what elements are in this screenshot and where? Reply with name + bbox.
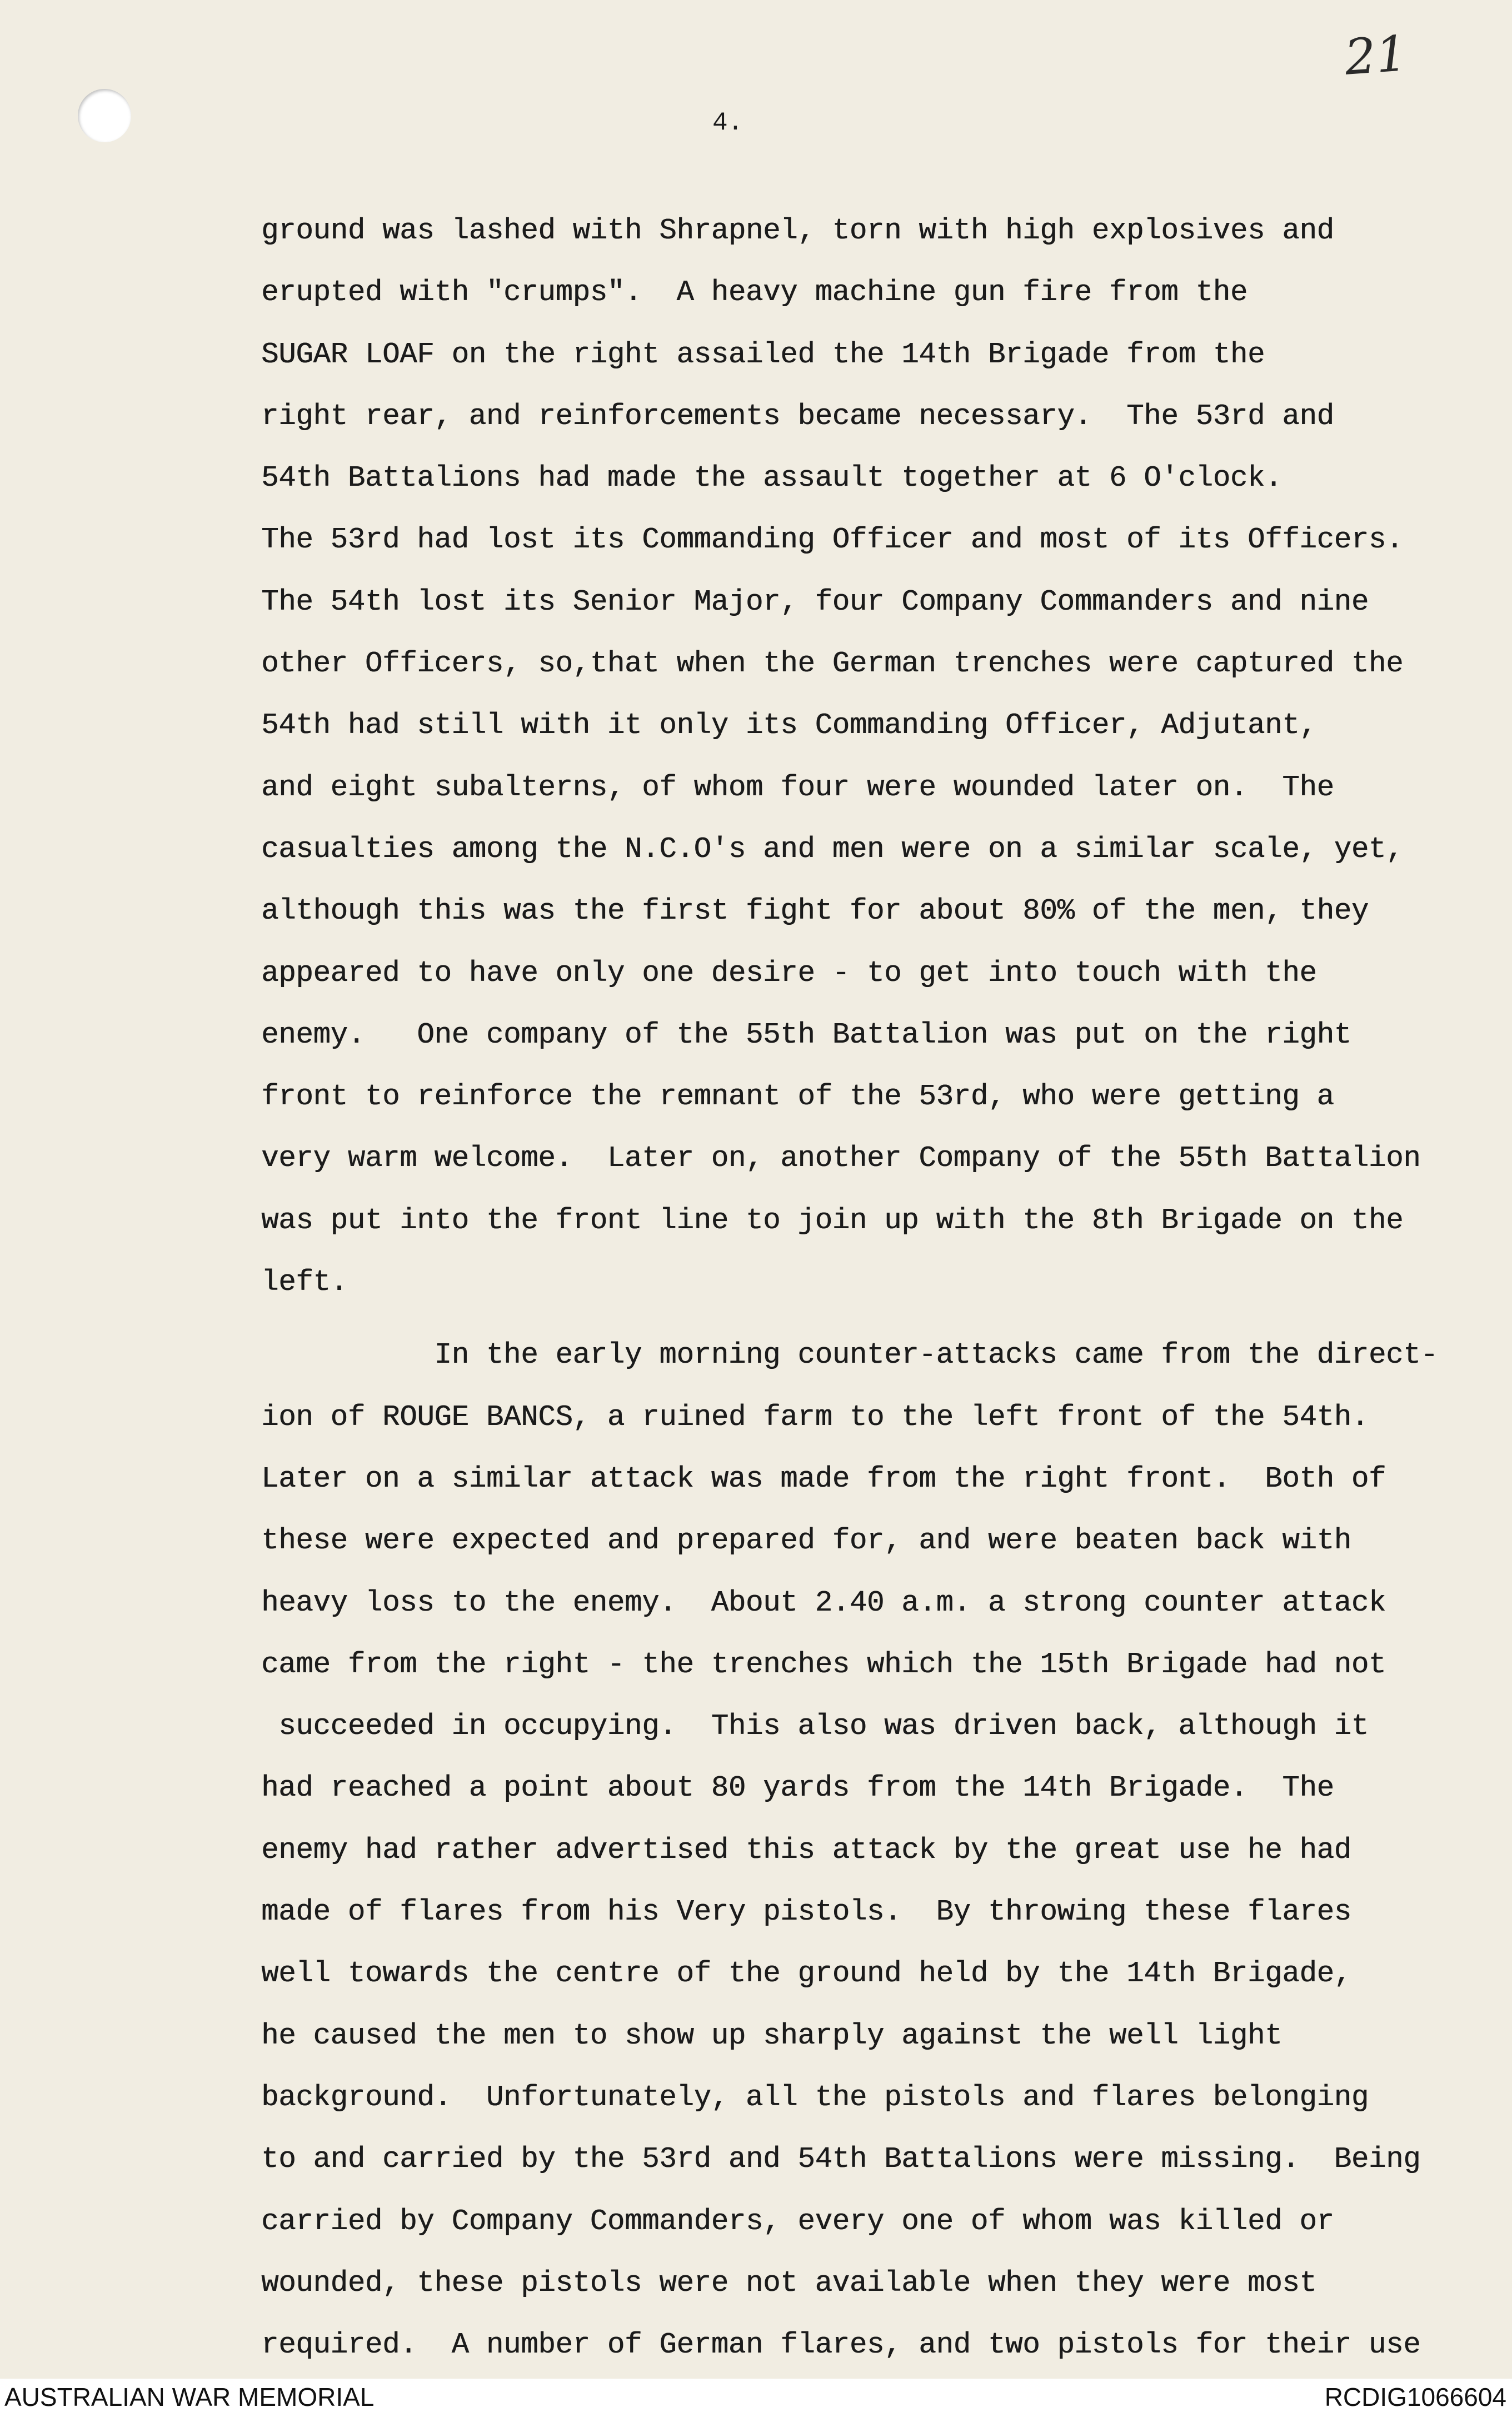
text-line: heavy loss to the enemy. About 2.40 a.m. a strong counter attack — [261, 1586, 1386, 1619]
text-line: came from the right - the trenches which the 15th Brigade had not — [261, 1647, 1386, 1681]
folio-number: 21 — [1343, 24, 1409, 86]
text-line: succeeded in occupying. This also was driven back, although it — [261, 1710, 1369, 1743]
text-line: Later on a similar attack was made from the right front. Both of — [261, 1462, 1386, 1496]
text-line: SUGAR LOAF on the right assailed the 14th Brigade from the — [261, 337, 1265, 371]
text-line: made of flares from his Very pistols. By throwing these flares — [261, 1895, 1351, 1929]
text-line: The 54th lost its Senior Major, four Company Commanders and nine — [261, 585, 1369, 619]
text-line: 54th Battalions had made the assault together at 6 O'clock. — [261, 461, 1283, 495]
text-line: was put into the front line to join up with the 8th Brigade on the — [261, 1203, 1404, 1237]
text-line: ground was lashed with Shrapnel, torn with high explosives and — [261, 214, 1334, 247]
text-line: enemy had rather advertised this attack by the great use he had — [261, 1833, 1351, 1867]
footer-record-id: RCDIG1066604 — [1324, 2383, 1506, 2411]
text-line: The 53rd had lost its Commanding Officer and most of its Officers. — [261, 523, 1404, 557]
text-line: erupted with "crumps". A heavy machine gun fire from the — [261, 276, 1247, 310]
text-line: background. Unfortunately, all the pistols and flares belonging — [261, 2080, 1369, 2114]
paragraph-gap — [261, 1313, 1511, 1324]
text-line: casualties among the N.C.O's and men were on a similar scale, yet, — [261, 832, 1404, 866]
footer-institution: AUSTRALIAN WAR MEMORIAL — [4, 2383, 375, 2411]
text-line: he caused the men to show up sharply against the well light — [261, 2019, 1283, 2052]
text-line: 54th had still with it only its Commanding Officer, Adjutant, — [261, 709, 1317, 742]
text-line: very warm welcome. Later on, another Company of the 55th Battalion — [261, 1142, 1421, 1175]
page-number: 4. — [712, 108, 743, 137]
text-line: had reached a point about 80 yards from the 14th Brigade. The — [261, 1771, 1334, 1805]
text-line: left. — [261, 1265, 348, 1299]
paragraph-1 — [261, 200, 1511, 1313]
text-line: to and carried by the 53rd and 54th Battalions were missing. Being — [261, 2142, 1421, 2176]
body-text — [261, 200, 1511, 2376]
text-line: enemy. One company of the 55th Battalion was put on the right — [261, 1018, 1351, 1051]
text-line: ion of ROUGE BANCS, a ruined farm to the left front of the 54th. — [261, 1400, 1369, 1434]
text-line: and eight subalterns, of whom four were wounded later on. The — [261, 770, 1334, 804]
text-line: In the early morning counter-attacks came from the direct- — [261, 1338, 1438, 1372]
text-line: carried by Company Commanders, every one of whom was killed or — [261, 2204, 1334, 2238]
punch-hole — [78, 89, 131, 142]
text-line: wounded, these pistols were not available when they were most — [261, 2266, 1317, 2300]
text-line: right rear, and reinforcements became necessary. The 53rd and — [261, 399, 1334, 433]
text-line: although this was the first fight for about 80% of the men, they — [261, 894, 1369, 928]
text-line: front to reinforce the remnant of the 53rd, who were getting a — [261, 1080, 1334, 1114]
archive-footer — [0, 2379, 1512, 2411]
text-line: required. A number of German flares, and two pistols for their use — [261, 2328, 1421, 2362]
paragraph-2 — [261, 1324, 1511, 2376]
text-line: well towards the centre of the ground held by the 14th Brigade, — [261, 1957, 1351, 1991]
text-line: appeared to have only one desire - to get into touch with the — [261, 956, 1317, 990]
text-line: other Officers, so,that when the German trenches were captured the — [261, 647, 1404, 681]
text-line: these were expected and prepared for, and were beaten back with — [261, 1524, 1351, 1558]
